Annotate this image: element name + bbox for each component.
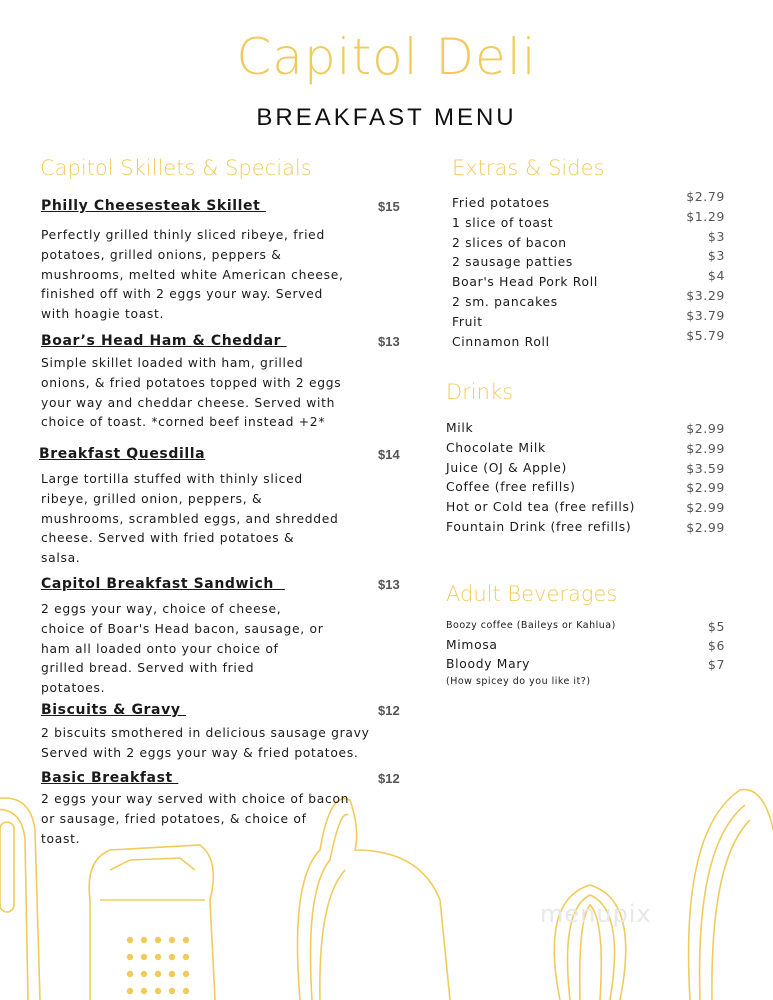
extra-item-price: $5.79 <box>686 327 725 343</box>
menu-item-description-line: mushrooms, melted white American cheese, <box>41 267 344 282</box>
menu-item-name: Biscuits & Gravy <box>41 702 187 718</box>
section-title-drinks: Drinks <box>446 380 514 404</box>
menu-item-description-line: mushrooms, scrambled eggs, and shredded <box>41 511 339 526</box>
drink-item-price: $2.99 <box>686 480 725 496</box>
section-title-extras: Extras & Sides <box>452 156 605 180</box>
menu-item-description-line: Simple skillet loaded with ham, grilled <box>41 356 304 370</box>
restaurant-logo: Capitol Deli <box>236 28 537 86</box>
adult-beverage-name: Boozy coffee (Baileys or Kahlua) <box>446 620 616 631</box>
menu-item-description-line: 2 eggs your way served with choice of bacon <box>41 792 350 806</box>
menu-item-price: $13 <box>378 334 400 349</box>
adult-beverage-price: $5 <box>707 619 725 634</box>
menu-item-description-line: choice of Boar's Head bacon, sausage, or <box>41 621 324 636</box>
grater-hole <box>183 954 189 960</box>
grater-hole <box>155 971 161 977</box>
grater-hole <box>169 937 175 943</box>
extra-item-price: $4 <box>707 268 725 284</box>
menu-item-description-line: finished off with 2 eggs your way. Served <box>41 287 324 302</box>
menu-item-description-line: your way and cheddar cheese. Served with <box>41 395 336 410</box>
extra-item-name: 2 sausage patties <box>452 255 573 270</box>
grater-hole <box>141 954 147 960</box>
menu-item-description-line: cheese. Served with fried potatoes & <box>41 531 295 546</box>
grater-hole <box>127 954 133 960</box>
menu-item-name: Breakfast Quesdilla <box>39 446 206 462</box>
grater-hole <box>141 988 147 994</box>
menu-item-price: $13 <box>378 577 400 592</box>
drink-item-price: $3.59 <box>686 460 725 476</box>
grater-hole <box>155 988 161 994</box>
adult-beverage-name: Mimosa <box>446 638 498 652</box>
grater-hole <box>169 988 175 994</box>
grater-hole <box>127 937 133 943</box>
grater-hole <box>127 971 133 977</box>
extra-item-price: $1.29 <box>686 208 725 224</box>
menu-item-description-line: ham all loaded onto your choice of <box>41 641 279 656</box>
menu-item-price: $12 <box>378 703 400 718</box>
extra-item-name: Cinnamon Roll <box>452 334 550 349</box>
grater-hole <box>141 971 147 977</box>
extra-item-name: 2 sm. pancakes <box>452 295 558 309</box>
section-title-skillets: Capitol Skillets & Specials <box>40 156 312 180</box>
menu-item-description-line: Large tortilla stuffed with thinly sliced <box>41 472 303 486</box>
drink-item-price: $2.99 <box>686 421 725 436</box>
menu-item-price: $15 <box>378 199 400 214</box>
adult-beverage-name: Bloody Mary <box>446 657 531 671</box>
grater-hole <box>183 937 189 943</box>
menu-item-description-line: 2 eggs your way, choice of cheese, <box>41 602 282 616</box>
drink-item-price: $2.99 <box>686 500 725 516</box>
extra-item-price: $3.29 <box>686 288 725 303</box>
drink-item-name: Chocolate Milk <box>446 440 546 455</box>
grater-hole <box>169 954 175 960</box>
drink-item-name: Milk <box>446 421 474 435</box>
menu-item-description-line: onions, & fried potatoes topped with 2 eggs <box>41 375 342 390</box>
menu-item-description-line: potatoes, grilled onions, peppers & <box>41 247 282 262</box>
grater-hole <box>127 988 133 994</box>
menu-item-description-line: ribeye, grilled onion, peppers, & <box>41 491 263 506</box>
watermark: menupix <box>540 900 652 928</box>
menu-item-description-line: with hoagie toast. <box>41 307 165 322</box>
drink-item-name: Juice (OJ & Apple) <box>446 460 567 475</box>
menu-item-description-line: Served with 2 eggs your way & fried potatoes. <box>41 745 359 760</box>
grater-hole <box>183 988 189 994</box>
drink-item-price: $2.99 <box>686 440 725 456</box>
extra-item-price: $3 <box>707 248 725 264</box>
menu-item-description-line: potatoes. <box>41 681 106 696</box>
menu-item-price: $12 <box>378 771 400 786</box>
extra-item-name: Boar's Head Pork Roll <box>452 275 598 290</box>
menu-item-description-line: 2 biscuits smothered in delicious sausage gravy <box>41 726 370 740</box>
menu-item-description-line: choice of toast. *corned beef instead +2* <box>41 415 326 430</box>
menu-item-price: $14 <box>378 447 400 462</box>
menu-item-name: Boar’s Head Ham & Cheddar <box>41 333 287 349</box>
bloody-mary-note: (How spicey do you like it?) <box>446 676 591 687</box>
section-title-adult-beverages: Adult Beverages <box>446 582 618 606</box>
adult-beverage-price: $6 <box>707 638 725 653</box>
menu-item-description-line: salsa. <box>41 551 81 566</box>
extra-item-price: $2.79 <box>686 189 725 204</box>
drink-item-name: Hot or Cold tea (free refills) <box>446 500 636 515</box>
grater-hole <box>183 971 189 977</box>
drink-item-name: Fountain Drink (free refills) <box>446 520 632 534</box>
menu-item-name: Philly Cheesesteak Skillet <box>41 198 266 214</box>
extra-item-name: 1 slice of toast <box>452 215 554 230</box>
grater-hole <box>155 937 161 943</box>
menu-item-description-line: or sausage, fried potatoes, & choice of <box>41 811 307 826</box>
menu-item-description-line: grilled bread. Served with fried <box>41 661 255 676</box>
grater-hole <box>155 954 161 960</box>
extra-item-name: Fried potatoes <box>452 196 550 210</box>
extra-item-price: $3.79 <box>686 307 725 323</box>
drink-item-name: Coffee (free refills) <box>446 480 576 495</box>
menu-item-name: Basic Breakfast <box>41 770 179 786</box>
grater-hole <box>169 971 175 977</box>
extra-item-name: Fruit <box>452 314 483 329</box>
menu-title: BREAKFAST MENU <box>256 104 517 131</box>
menu-item-description-line: toast. <box>41 831 81 846</box>
menu-item-description-line: Perfectly grilled thinly sliced ribeye, fried <box>41 228 325 242</box>
adult-beverage-price: $7 <box>707 657 725 672</box>
extra-item-name: 2 slices of bacon <box>452 235 567 250</box>
grater-hole <box>141 937 147 943</box>
drink-item-price: $2.99 <box>686 520 725 535</box>
menu-item-name: Capitol Breakfast Sandwich <box>41 576 285 592</box>
extra-item-price: $3 <box>707 228 725 244</box>
